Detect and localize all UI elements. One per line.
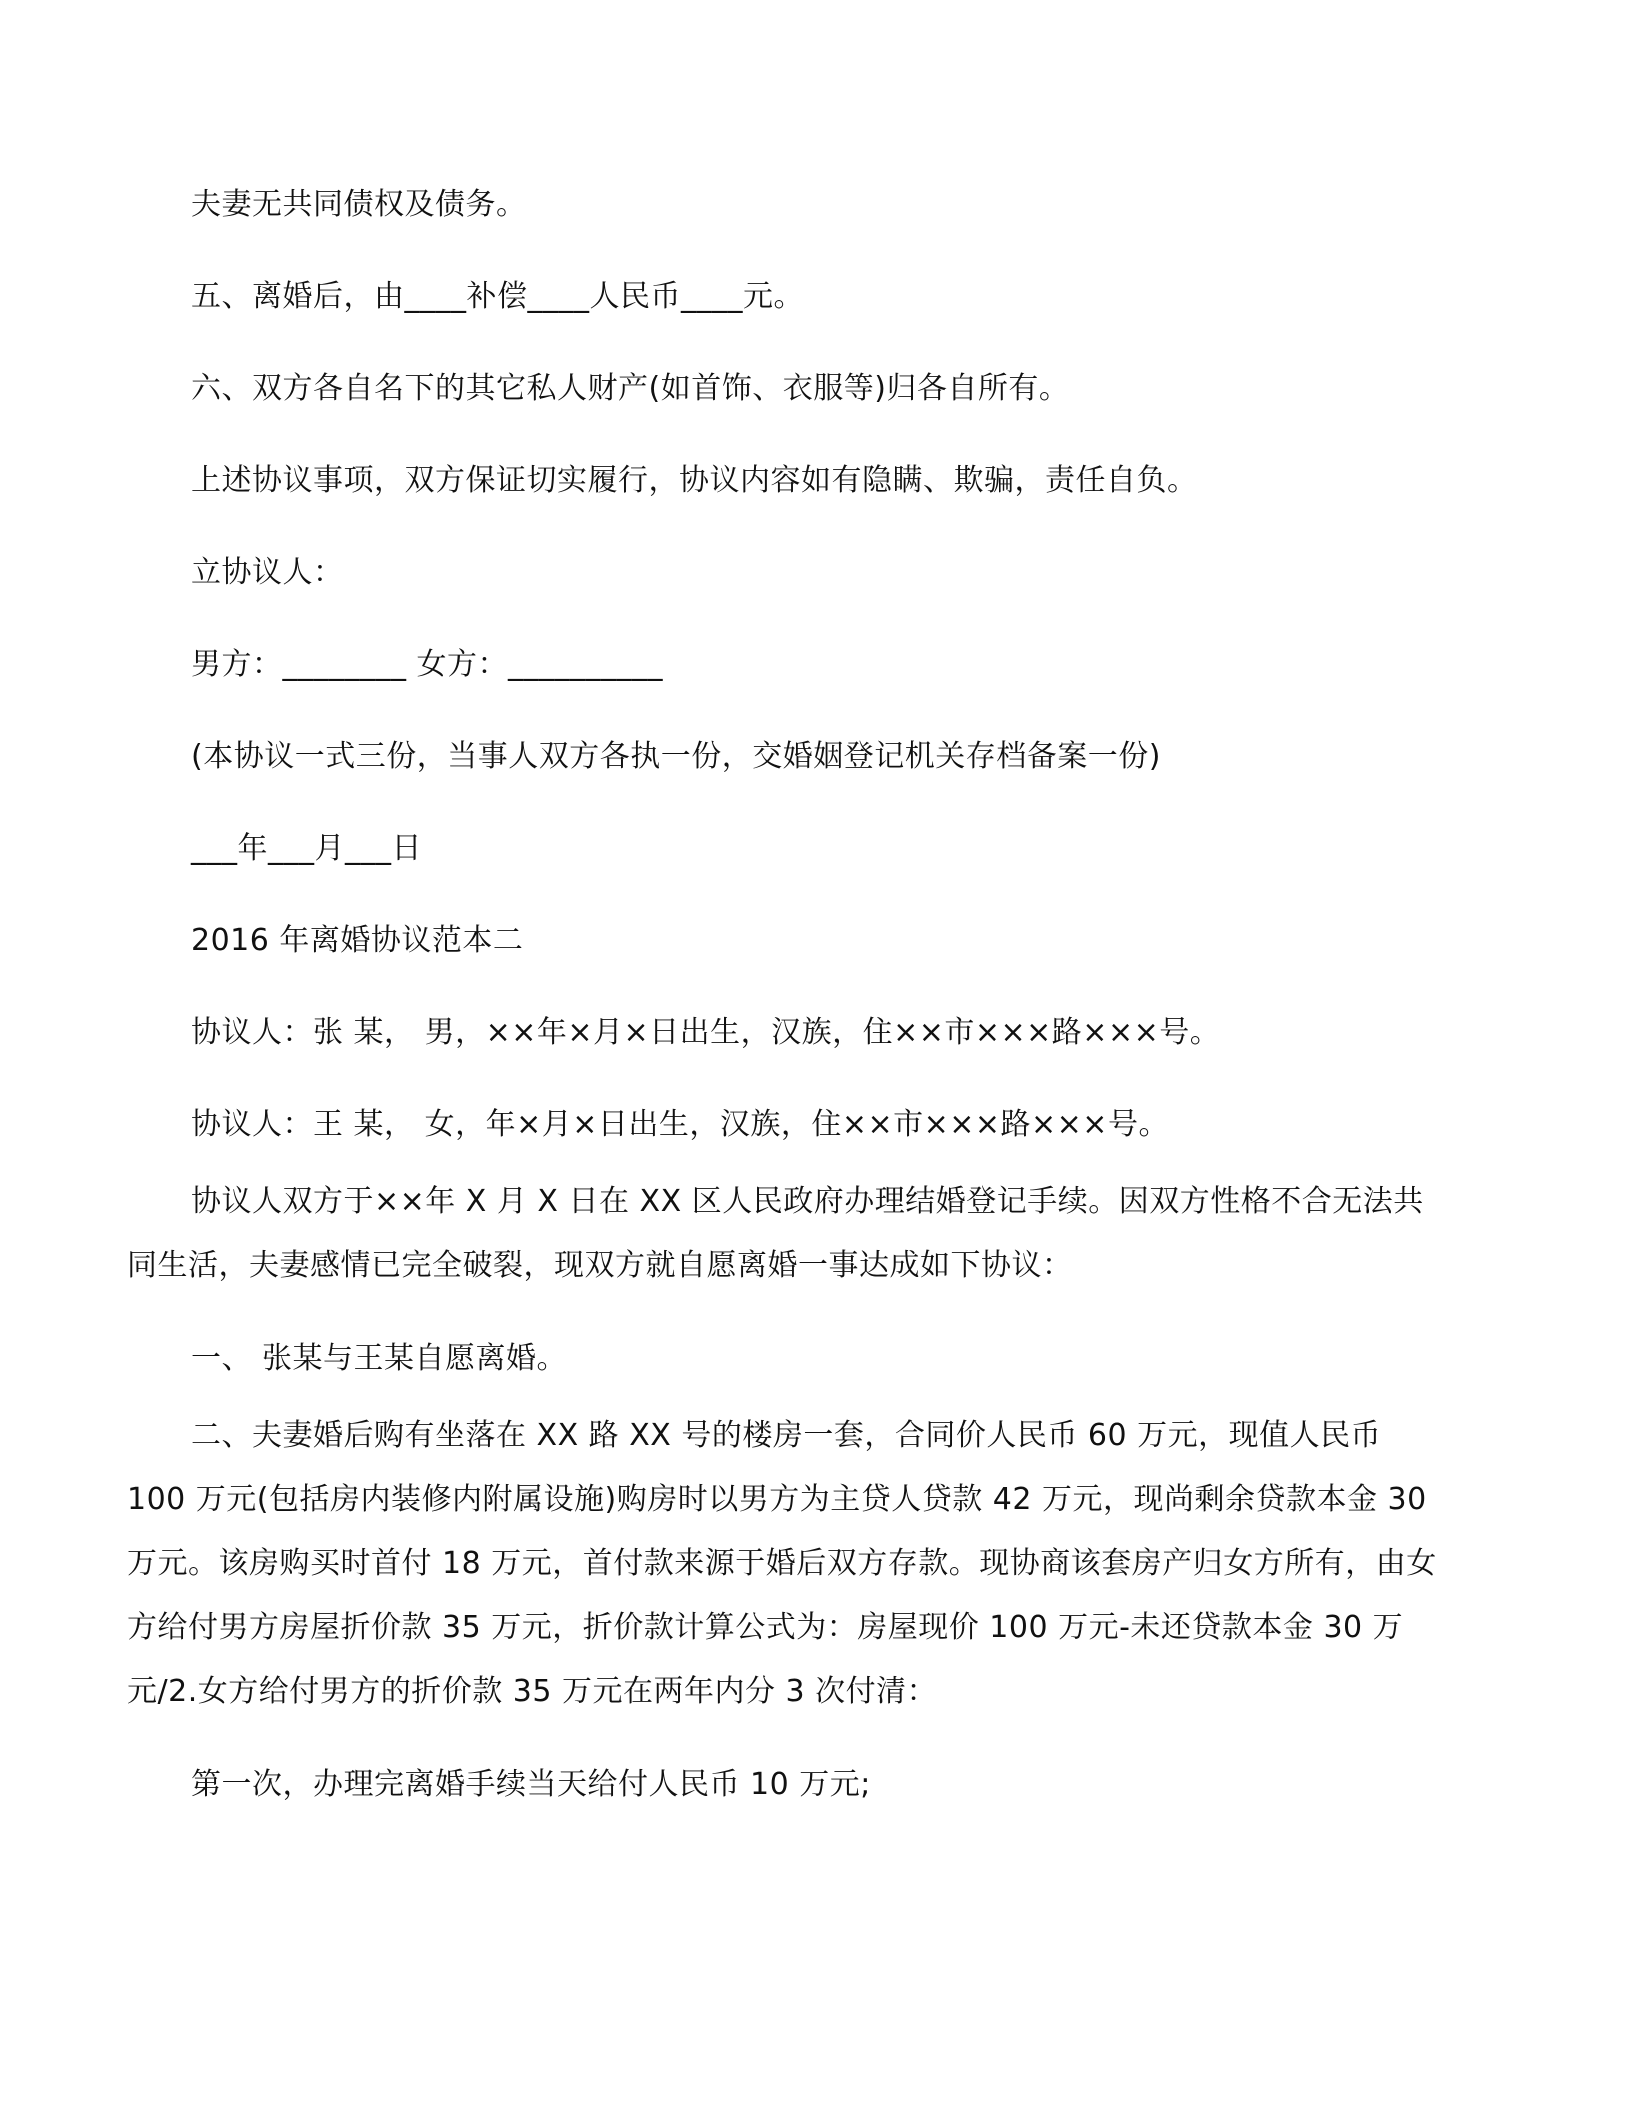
paragraph-no-joint-debt: 夫妻无共同债权及债务。: [191, 187, 527, 222]
paragraph-marriage-registration: 协议人双方于××年 X 月 X 日在 XX 区人民政府办理结婚登记手续。因双方性格不合无法共同生活，夫妻感情已完全破裂，现双方就自愿离婚一事达成如下协议：: [127, 1184, 1424, 1283]
paragraph-clause-six: 六、双方各自名下的其它私人财产(如首饰、衣服等)归各自所有。: [191, 371, 1070, 406]
section-title-sample-two: 2016 年离婚协议范本二: [191, 923, 524, 958]
paragraph-clause-two-property: 二、夫妻婚后购有坐落在 XX 路 XX 号的楼房一套，合同价人民币 60 万元，现值人民币 100 万元(包括房内装修内附属设施)购房时以男方为主贷人贷款 42 万元，现尚剩余贷款本金 30 万元。该房购买时首付 18 万元，首付款来源于婚后双方存款。现协商该套房产归女方所有，由女方给付男方房屋折价款 35 万元，折价款计算公式为：房屋现价 100 万元-未还贷款本金 30 万元/2.女方给付男方的折价款 35 万元在两年内分 3 次付清：: [127, 1418, 1437, 1709]
paragraph-clause-one: 一、 张某与王某自愿离婚。: [191, 1341, 568, 1376]
paragraph-party-wang: 协议人：王 某， 女，年×月×日出生，汉族，住××市×××路×××号。: [191, 1107, 1169, 1142]
paragraph-date-line: ___年___月___日: [191, 831, 422, 866]
paragraph-party-zhang: 协议人：张 某， 男，××年×月×日出生，汉族，住××市×××路×××号。: [191, 1015, 1221, 1050]
paragraph-clause-five: 五、离婚后，由____补偿____人民币____元。: [191, 279, 804, 314]
document-body: [127, 187, 1439, 1802]
paragraph-signature-lines: 男方：________ 女方：__________: [191, 647, 664, 682]
paragraph-guarantee: 上述协议事项，双方保证切实履行，协议内容如有隐瞒、欺骗，责任自负。: [191, 463, 1198, 498]
paragraph-first-payment: 第一次，办理完离婚手续当天给付人民币 10 万元;: [191, 1767, 871, 1802]
paragraph-signatories-label: 立协议人：: [191, 555, 344, 590]
paragraph-copies-note: (本协议一式三份，当事人双方各执一份，交婚姻登记机关存档备案一份): [191, 739, 1161, 774]
